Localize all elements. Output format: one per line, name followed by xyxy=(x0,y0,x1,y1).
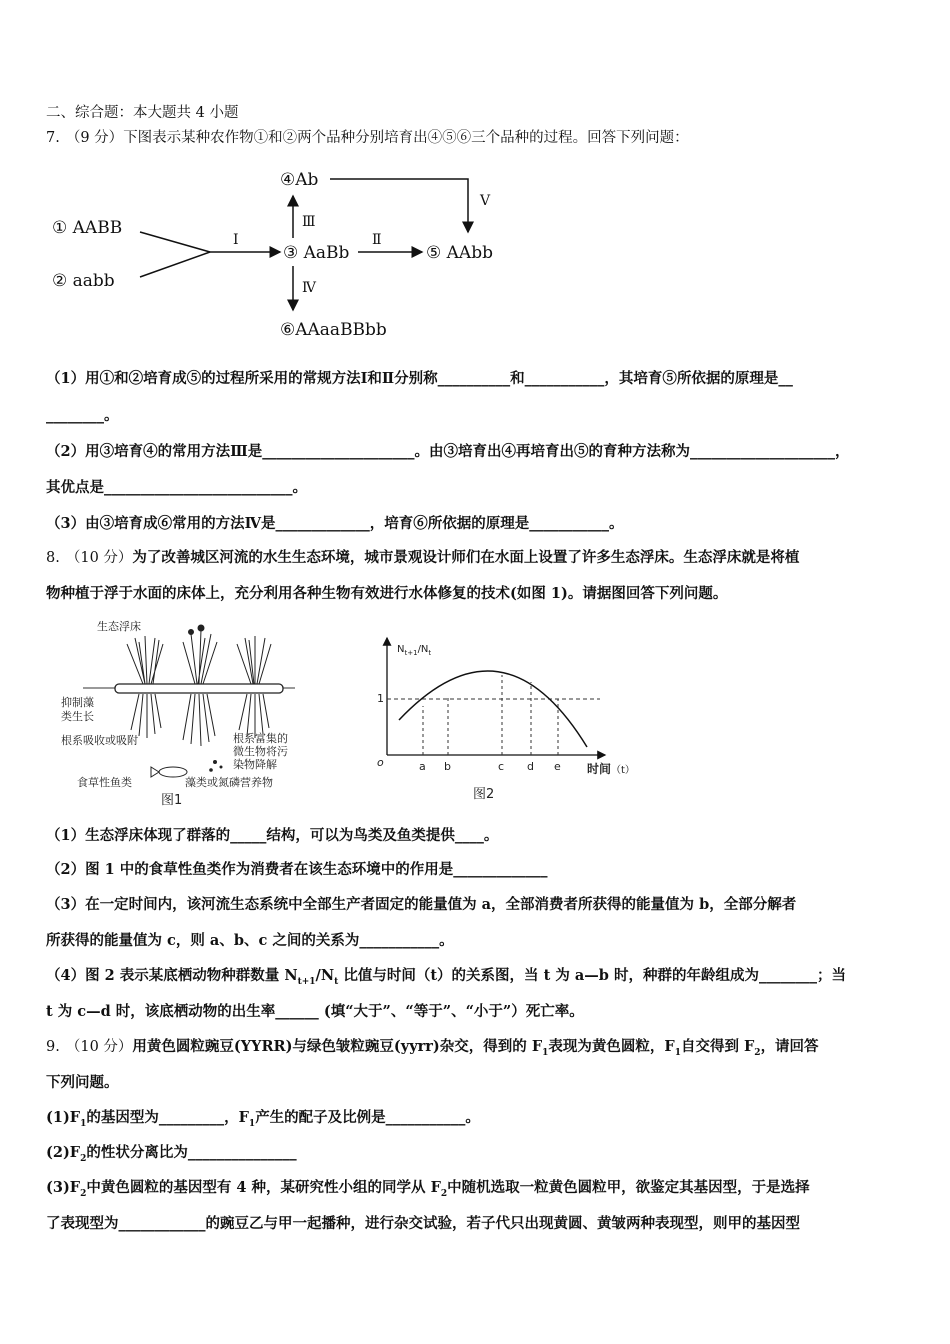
fig1-label-microbe-1: 根系富集的 xyxy=(233,732,288,745)
x-tick-c: c xyxy=(498,760,505,773)
q7-points: （9 分） xyxy=(65,130,124,146)
q7-part3: （3）由③培育成⑥常用的方法Ⅳ是_____________，培育⑥所依据的原理是___________。 xyxy=(46,515,624,532)
q8-number: 8. xyxy=(46,550,60,566)
converge-line-top xyxy=(140,232,210,252)
q9-stem-line2: 下列问题。 xyxy=(46,1074,119,1091)
q7-number: 7. xyxy=(46,130,60,146)
section-header: 二、综合题：本大题共 4 小题 xyxy=(46,105,239,121)
route-label-V: Ⅴ xyxy=(480,193,491,209)
fig1-label-algae: 藻类或氮磷营养物 xyxy=(185,776,273,789)
node-5: ⑤ AAbb xyxy=(426,243,493,263)
fish-icon xyxy=(151,767,187,777)
q8-stem-text-1: 为了改善城区河流的水生生态环境，城市景观设计师们在水面上设置了许多生态浮床。生态浮床就是将植 xyxy=(132,549,800,566)
vertical-guides xyxy=(423,675,558,755)
q7-part2-line1: （2）用③培育④的常用方法Ⅲ是_____________________。由③培育出④再培育出⑤的育种方法称为____________________， xyxy=(46,443,850,460)
q8-part4-line2: t 为 c—d 时，该底栖动物的出生率______ (填“大于”、“等于”、“小于”）死亡率。 xyxy=(46,1003,584,1020)
q8-part3-line2: 所获得的能量值为 c，则 a、b、c 之间的关系为___________。 xyxy=(46,932,454,949)
node-6: ⑥AAaaBBbb xyxy=(280,320,387,340)
node-1: ① AABB xyxy=(52,218,123,238)
q9-points: （10 分） xyxy=(65,1039,133,1055)
q9-stem-line1: 9. （10 分）用黄色圆粒豌豆(YYRR)与绿色皱粒豌豆(yyrr)杂交，得到的 $F_1$表现为黄色圆粒，$F_1$自交得到 $F_2$，请回答 xyxy=(46,1038,819,1058)
x-tick-b: b xyxy=(444,760,451,773)
q8-part4-line1: （4）图 2 表示某底栖动物种群数量 $N_{t+1}/N_t$ 比值与时间（t）的关系图，当 t 为 a—b 时，种群的年龄组成为________；当 xyxy=(46,967,846,987)
q7-part1-line2: ________。 xyxy=(46,407,119,424)
q8-stem-line2: 物种植于浮于水面的床体上，充分利用各种生物有效进行水体修复的技术(如图 1)。请据图回答下列问题。 xyxy=(46,585,728,602)
fig1-label-microbe-3: 染物降解 xyxy=(233,758,277,771)
breeding-diagram xyxy=(40,160,540,350)
floating-bed xyxy=(115,684,283,693)
q9-part3-line2: 了表现型为____________的豌豆乙与甲一起播种，进行杂交试验，若子代只出现黄圆、黄皱两种表现型，则甲的基因型 xyxy=(46,1215,800,1232)
fig1-label-microbe-2: 微生物将污 xyxy=(233,745,288,758)
q8-part1: （1）生态浮床体现了群落的_____结构，可以为鸟类及鱼类提供____。 xyxy=(46,827,499,844)
q7-stem-text: 下图表示某种农作物①和②两个品种分别培育出④⑤⑥三个品种的过程。回答下列问题： xyxy=(123,130,689,146)
origin-label: o xyxy=(377,756,384,769)
x-axis-label: 时间（t） xyxy=(587,762,635,776)
q7-stem xyxy=(46,128,689,148)
node-2: ② aabb xyxy=(52,271,115,291)
q7-part2-line2: 其优点是__________________________。 xyxy=(46,479,307,496)
route-label-II: Ⅱ xyxy=(372,232,382,248)
q8-stem-line1 xyxy=(46,548,799,568)
q9-part3-line1: $(3)F_2$中黄色圆粒的基因型有 4 种，某研究性小组的同学从 $F_2$中随机选取一粒黄色圆粒甲，欲鉴定其基因型，于是选择 xyxy=(46,1179,810,1199)
node-3: ③ AaBb xyxy=(283,243,350,263)
q7-part1-line1: （1）用①和②培育成⑤的过程所采用的常规方法Ⅰ和Ⅱ分别称__________和___________，其培育⑤所依据的原理是__ xyxy=(46,370,793,387)
fig1-title: 生态浮床 xyxy=(97,620,141,633)
x-tick-a: a xyxy=(419,760,426,773)
arrow-V xyxy=(330,179,468,232)
route-label-I: Ⅰ xyxy=(233,232,239,248)
algae-icon xyxy=(209,760,222,772)
figure-2-population-chart xyxy=(355,632,655,807)
q9-number: 9. xyxy=(46,1039,60,1055)
fig2-caption: 图2 xyxy=(473,787,495,802)
ratio-curve xyxy=(399,671,587,747)
q9-part1: $(1)F_1$的基因型为_________，$F_1$产生的配子及比例是___________。 xyxy=(46,1109,480,1129)
q9-part2: $(2)F_2$的性状分离比为_______________ xyxy=(46,1144,297,1164)
x-tick-e: e xyxy=(554,760,561,773)
fig1-label-fish: 食草性鱼类 xyxy=(77,776,132,789)
q8-points: （10 分） xyxy=(65,550,133,566)
figure-1-floating-bed xyxy=(55,612,315,812)
fig1-label-inhibit-2: 类生长 xyxy=(61,710,94,723)
fig1-caption: 图1 xyxy=(161,793,183,808)
fig1-label-root: 根系吸收或吸附 xyxy=(61,734,138,747)
converge-line-bottom xyxy=(140,252,210,277)
q8-part3-line1: （3）在一定时间内，该河流生态系统中全部生产者固定的能量值为 a，全部消费者所获得的能量值为 b，全部分解者 xyxy=(46,896,797,913)
route-label-IV: Ⅳ xyxy=(302,280,316,296)
q8-part2: （2）图 1 中的食草性鱼类作为消费者在该生态环境中的作用是_____________ xyxy=(46,861,548,878)
x-tick-d: d xyxy=(527,760,534,773)
route-label-III: Ⅲ xyxy=(302,214,316,230)
y-axis-label: $N_{t+1}/N_t$ xyxy=(397,644,432,657)
fig1-label-inhibit-1: 抑制藻 xyxy=(61,696,94,709)
y-tick-1: 1 xyxy=(377,692,384,705)
node-4: ④Ab xyxy=(280,170,319,190)
